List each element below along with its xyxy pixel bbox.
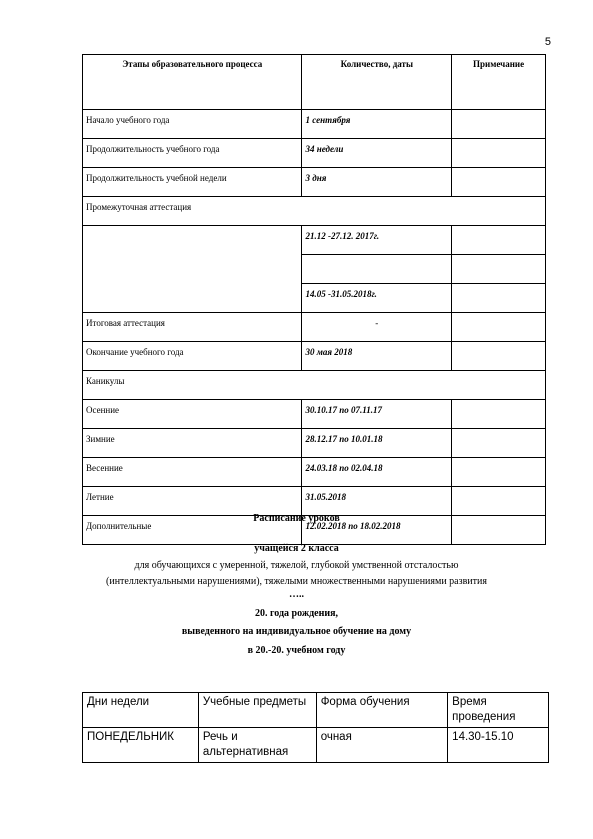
table-row <box>83 110 546 139</box>
header-stage: Этапы образовательного процесса <box>83 55 302 110</box>
table-row <box>83 313 546 342</box>
table-header-row <box>83 693 549 728</box>
cell-form: очная <box>316 728 447 763</box>
row-note <box>452 255 546 284</box>
schedule-table <box>82 692 549 763</box>
row-value: - <box>302 313 452 342</box>
row-label: Весенние <box>83 458 302 487</box>
row-note <box>452 313 546 342</box>
row-label: Продолжительность учебного года <box>83 139 302 168</box>
row-label: Продолжительность учебной недели <box>83 168 302 197</box>
row-label: Дополнительные <box>83 516 302 545</box>
row-label: Итоговая аттестация <box>83 313 302 342</box>
schedule-description-line1: для обучающихся с умеренной, тяжелой, глубокой умственной отсталостью <box>134 560 459 571</box>
row-value: 30.10.17 по 07.11.17 <box>302 400 452 429</box>
row-note <box>452 110 546 139</box>
table-row <box>83 728 549 763</box>
header-subjects: Учебные предметы <box>198 693 316 728</box>
cell-subject: Речь и альтернативная <box>198 728 316 763</box>
cell-day: ПОНЕДЕЛЬНИК <box>83 728 199 763</box>
row-note <box>452 429 546 458</box>
row-note <box>452 168 546 197</box>
row-label: Осенние <box>83 400 302 429</box>
table-row <box>83 342 546 371</box>
header-form: Форма обучения <box>316 693 447 728</box>
row-label: Начало учебного года <box>83 110 302 139</box>
table-row <box>83 168 546 197</box>
table-row <box>83 458 546 487</box>
row-value <box>302 255 452 284</box>
row-value: 30 мая 2018 <box>302 342 452 371</box>
row-note <box>452 284 546 313</box>
row-value: 24.03.18 по 02.04.18 <box>302 458 452 487</box>
schedule-title: Расписание уроков <box>253 513 340 524</box>
row-note <box>452 342 546 371</box>
row-note <box>452 458 546 487</box>
schedule-student: учащейся 2 класса <box>254 543 339 554</box>
stages-table <box>82 54 546 545</box>
row-value: 21.12 -27.12. 2017г. <box>302 226 452 255</box>
row-value: 3 дня <box>302 168 452 197</box>
row-label: Каникулы <box>83 371 546 400</box>
table-header-row <box>83 55 546 110</box>
row-value: 31.05.2018 <box>302 487 452 516</box>
schedule-dots: ….. <box>289 589 304 600</box>
row-value: 12.02.2018 по 18.02.2018 <box>302 516 452 545</box>
row-value: 1 сентября <box>302 110 452 139</box>
cell-time: 14.30-15.10 <box>448 728 549 763</box>
row-label: Окончание учебного года <box>83 342 302 371</box>
row-note <box>452 487 546 516</box>
row-label: Летние <box>83 487 302 516</box>
row-label: Промежуточная аттестация <box>83 197 546 226</box>
schedule-school-year: в 20.-20. учебном году <box>247 645 346 656</box>
header-dates: Количество, даты <box>302 55 452 110</box>
table-row <box>83 371 546 400</box>
header-note: Примечание <box>452 55 546 110</box>
row-value: 14.05 -31.05.2018г. <box>302 284 452 313</box>
schedule-home-study: выведенного на индивидуальное обучение на дому <box>181 626 412 637</box>
table-row <box>83 226 546 255</box>
row-note <box>452 226 546 255</box>
table-row <box>83 487 546 516</box>
table-row <box>83 197 546 226</box>
header-time: Время проведения <box>448 693 549 728</box>
row-label-empty <box>83 226 302 313</box>
table-row <box>83 139 546 168</box>
schedule-birth-year: 20. года рождения, <box>254 608 339 619</box>
row-value: 28.12.17 по 10.01.18 <box>302 429 452 458</box>
page-number: 5 <box>544 36 551 48</box>
header-day: Дни недели <box>83 693 199 728</box>
table-row <box>83 429 546 458</box>
table-row <box>83 400 546 429</box>
row-note <box>452 400 546 429</box>
row-value: 34 недели <box>302 139 452 168</box>
row-note <box>452 139 546 168</box>
schedule-description-line2: (интеллектуальными нарушениями), тяжелыми множественными нарушениями развития <box>106 576 487 587</box>
row-label: Зимние <box>83 429 302 458</box>
